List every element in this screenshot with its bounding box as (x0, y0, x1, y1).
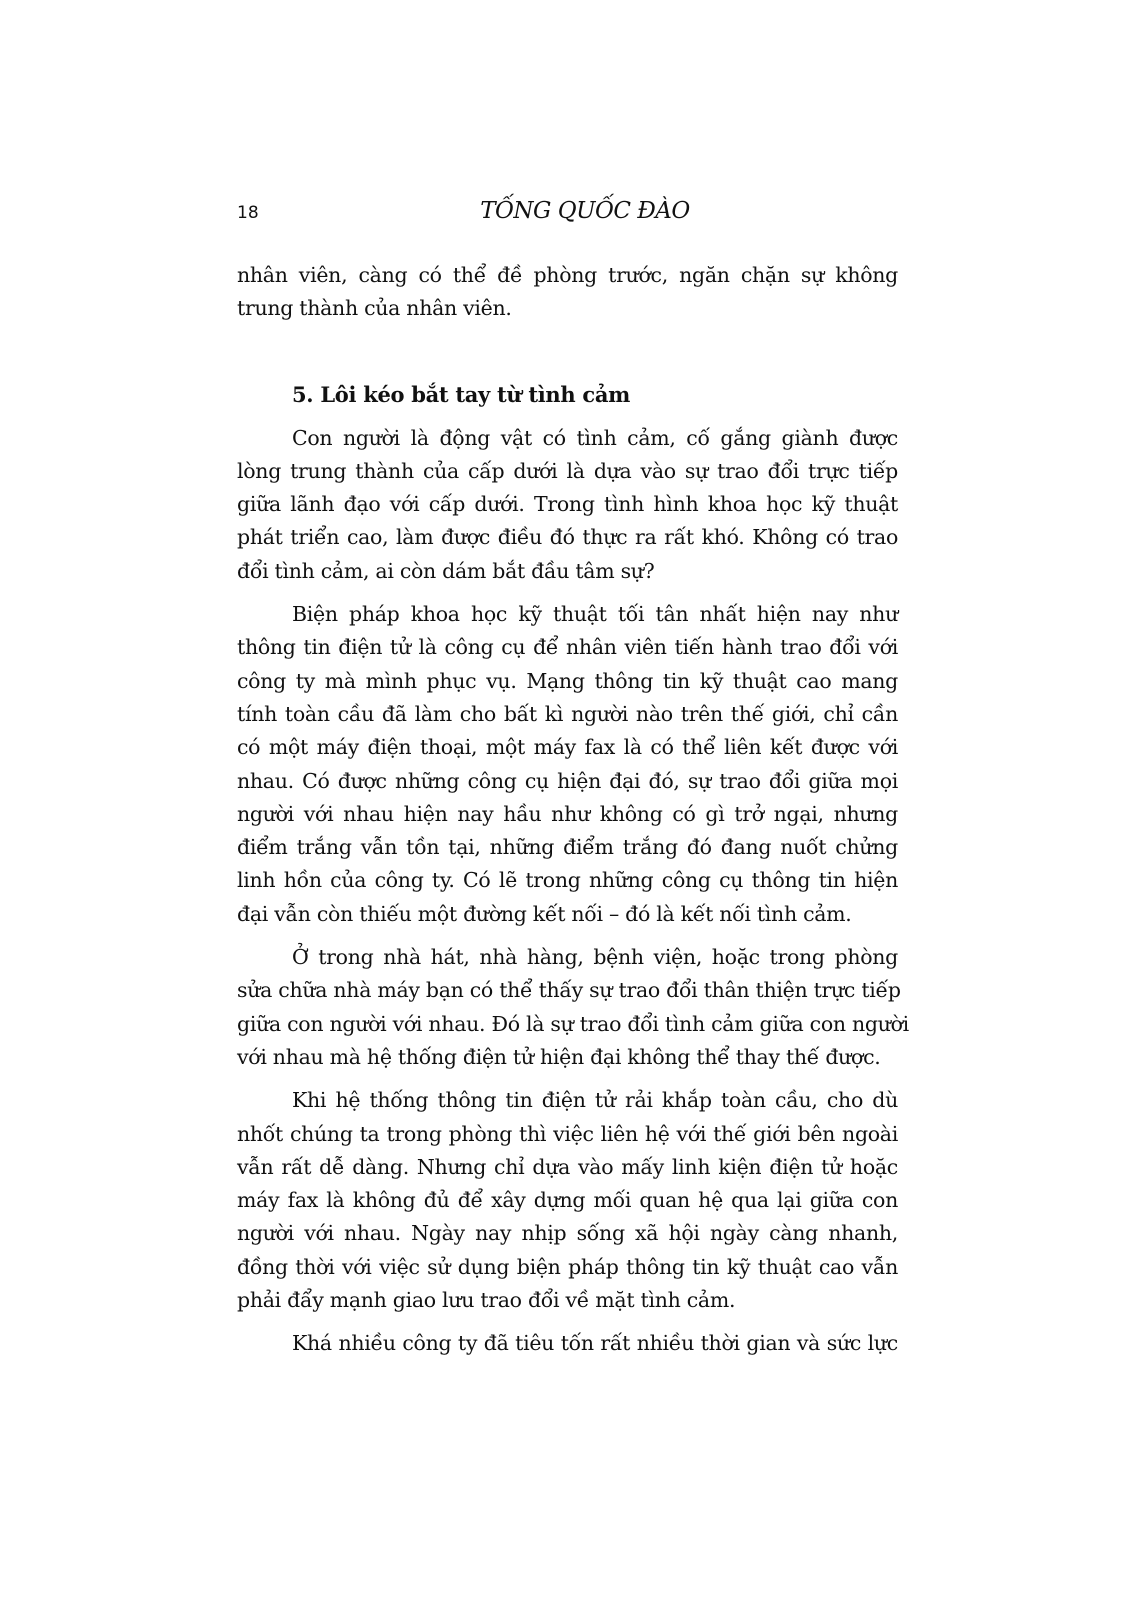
text-line: tính toàn cầu đã làm cho bất kì người nào trên thế giới, chỉ cần (237, 701, 898, 726)
text-line: sửa chữa nhà máy bạn có thể thấy sự trao đổi thân thiện trực tiếp (237, 978, 901, 1003)
text-line: nhau. Có được những công cụ hiện đại đó, sự trao đổi giữa mọi (237, 768, 898, 793)
text-line: với nhau mà hệ thống điện tử hiện đại không thể thay thế được. (237, 1044, 881, 1069)
text-line: đại vẫn còn thiếu một đường kết nối – đó là kết nối tình cảm. (237, 901, 852, 926)
text-line: có một máy điện thoại, một máy fax là có thể liên kết được với (237, 735, 898, 760)
text-line: Con người là động vật có tình cảm, cố gắng giành được (292, 425, 898, 450)
section-heading: 5. Lôi kéo bắt tay từ tình cảm (292, 381, 631, 407)
text-line: phát triển cao, làm được điều đó thực ra rất khó. Không có trao (237, 525, 898, 550)
text-line: công ty mà mình phục vụ. Mạng thông tin kỹ thuật cao mang (237, 668, 898, 693)
continuation-paragraph (237, 259, 898, 326)
text-line: Khá nhiều công ty đã tiêu tốn rất nhiều thời gian và sức lực (292, 1331, 898, 1356)
text-line: đồng thời với việc sử dụng biện pháp thông tin kỹ thuật cao vẫn (237, 1254, 898, 1279)
text-line: phải đẩy mạnh giao lưu trao đổi về mặt tình cảm. (237, 1288, 736, 1313)
text-line: Biện pháp khoa học kỹ thuật tối tân nhất hiện nay như (292, 602, 898, 627)
paragraphs (237, 422, 909, 1361)
text-line: linh hồn của công ty. Có lẽ trong những công cụ thông tin hiện (237, 868, 898, 893)
page-body (237, 259, 909, 1371)
text-line: nhốt chúng ta trong phòng thì việc liên hệ với thế giới bên ngoài (237, 1121, 898, 1146)
text-line: người với nhau. Ngày nay nhịp sống xã hội ngày càng nhanh, (237, 1221, 898, 1246)
paragraph (237, 1327, 898, 1360)
text-line: vẫn rất dễ dàng. Nhưng chỉ dựa vào mấy linh kiện điện tử hoặc (237, 1154, 898, 1179)
text-line: lòng trung thành của cấp dưới là dựa vào sự trao đổi trực tiếp (237, 458, 898, 483)
text-line: Ở trong nhà hát, nhà hàng, bệnh viện, hoặc trong phòng (292, 945, 898, 970)
paragraph (237, 1084, 898, 1317)
paragraph (237, 598, 898, 931)
text-line: nhân viên, càng có thể đề phòng trước, ngăn chặn sự không (237, 263, 898, 287)
text-line: điểm trắng vẫn tồn tại, những điểm trắng đó đang nuốt chửng (237, 835, 898, 860)
text-line: giữa lãnh đạo với cấp dưới. Trong tình hình khoa học kỹ thuật (237, 492, 898, 517)
text-line: đổi tình cảm, ai còn dám bắt đầu tâm sự? (237, 558, 655, 583)
paragraph (237, 941, 909, 1074)
text-line: Khi hệ thống thông tin điện tử rải khắp toàn cầu, cho dù (292, 1088, 898, 1113)
text-line: thông tin điện tử là công cụ để nhân viên tiến hành trao đổi với (237, 635, 898, 660)
running-title: TỐNG QUỐC ĐÀO (480, 198, 690, 224)
text-line: máy fax là không đủ để xây dựng mối quan hệ qua lại giữa con (237, 1188, 898, 1213)
text-line: người với nhau hiện nay hầu như không có gì trở ngại, nhưng (237, 801, 898, 826)
paragraph (237, 422, 898, 588)
page-number: 18 (237, 203, 259, 223)
text-line: giữa con người với nhau. Đó là sự trao đổi tình cảm giữa con người (237, 1011, 909, 1036)
text-line: trung thành của nhân viên. (237, 296, 512, 321)
